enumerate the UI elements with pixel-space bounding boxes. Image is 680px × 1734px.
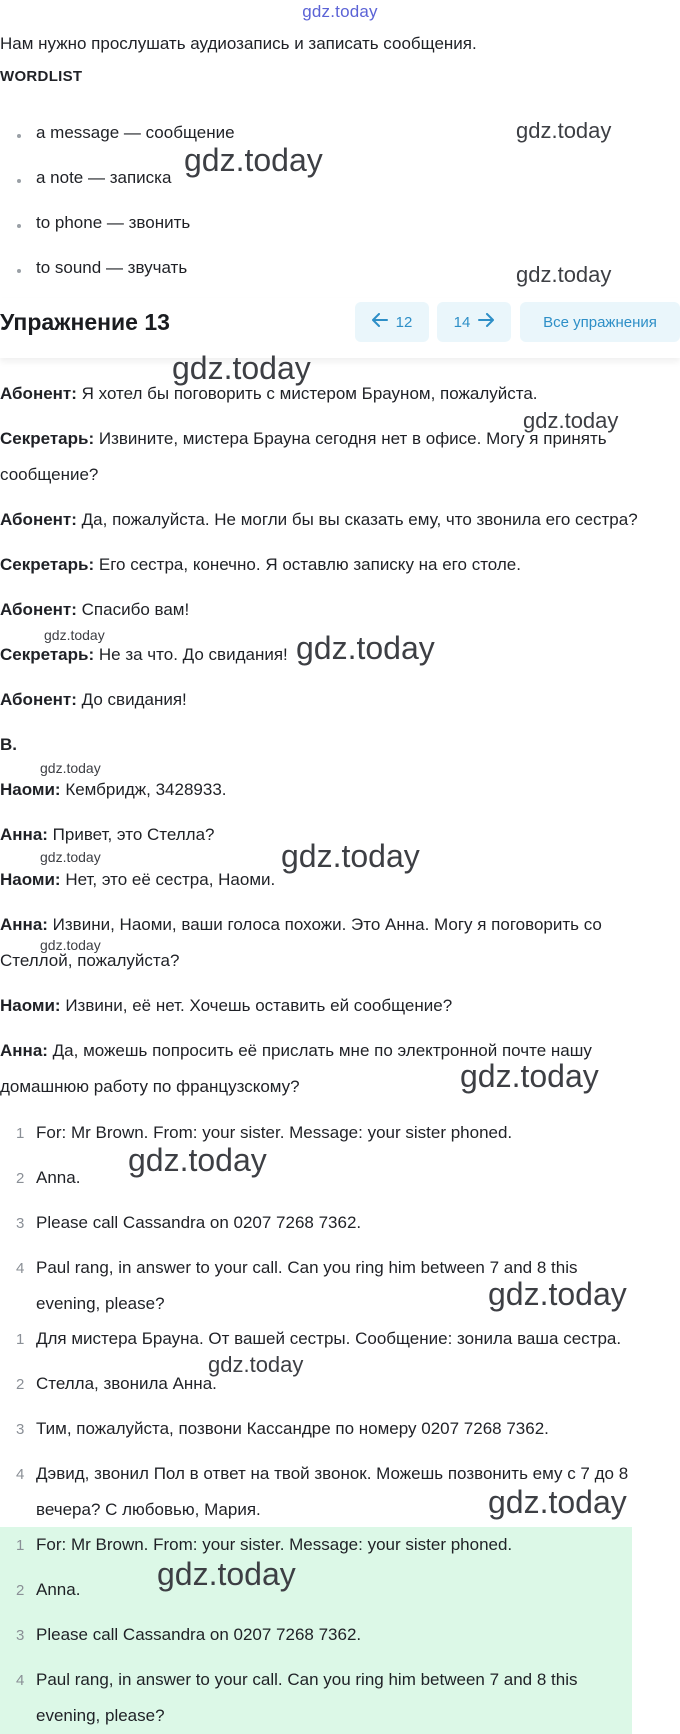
watermark: gdz.today bbox=[44, 627, 105, 643]
dialogue-line bbox=[0, 376, 672, 412]
speaker-name: Секретарь: bbox=[0, 645, 95, 664]
dialogue-line bbox=[0, 592, 672, 628]
dialogue-text: Я хотел бы поговорить с мистером Брауном, пожалуйста. bbox=[81, 384, 538, 403]
dialogue-text: Его сестра, конечно. Я оставлю записку на его столе. bbox=[98, 555, 521, 574]
bullet-dot bbox=[17, 224, 21, 228]
prev-exercise-label: 12 bbox=[395, 313, 413, 331]
dialogue-text: Извините, мистера Брауна сегодня нет в офисе. Могу я принять сообщение? bbox=[0, 429, 607, 484]
speaker-name: Абонент: bbox=[0, 600, 77, 619]
dialogue-text: Спасибо вам! bbox=[81, 600, 190, 619]
watermark: gdz.today bbox=[516, 118, 612, 143]
answer-number: 3 bbox=[16, 1215, 25, 1232]
answer-text: Дэвид, звонил Пол в ответ на твой звонок. Можешь позвонить ему с 7 до 8 bbox=[36, 1464, 629, 1483]
dialogue-line bbox=[0, 772, 672, 808]
exercise-title: Упражнение 13 bbox=[0, 309, 170, 335]
dialogue-text: До свидания! bbox=[81, 690, 187, 709]
answer-text: Anna. bbox=[36, 1580, 81, 1599]
prev-exercise-button[interactable] bbox=[355, 302, 429, 342]
watermark: gdz.today bbox=[296, 630, 435, 666]
answer-text: Anna. bbox=[36, 1168, 81, 1187]
speaker-name: Наоми: bbox=[0, 780, 61, 799]
watermark: gdz.today bbox=[460, 1058, 599, 1094]
watermark: gdz.today bbox=[516, 262, 612, 287]
bullet-dot bbox=[17, 269, 21, 273]
wordlist-item: a message — сообщение bbox=[36, 123, 235, 142]
answer-number: 2 bbox=[16, 1170, 25, 1187]
arrow-left-icon bbox=[372, 313, 388, 331]
dialogue-line bbox=[0, 682, 672, 718]
answer-text: For: Mr Brown. From: your sister. Message: your sister phoned. bbox=[36, 1535, 513, 1554]
watermark: gdz.today bbox=[40, 937, 101, 953]
dialogue-text: Да, можешь попросить её прислать мне по электронной почте нашу домашнюю работу по французскому? bbox=[0, 1041, 592, 1096]
wordlist-title: WORDLIST bbox=[0, 68, 83, 85]
dialogue-text: Да, пожалуйста. Не могли бы вы сказать ему, что звонила его сестра? bbox=[81, 510, 638, 529]
answer-text: evening, please? bbox=[36, 1706, 165, 1725]
dialogue-text: Извини, Наоми, ваши голоса похожи. Это Анна. Могу я поговорить со Стеллой, пожалуйста? bbox=[0, 915, 602, 970]
answer-number: 3 bbox=[16, 1421, 25, 1438]
watermark: gdz.today bbox=[184, 142, 323, 178]
answer-number: 4 bbox=[16, 1672, 25, 1689]
section-label: B. bbox=[0, 735, 17, 754]
answer-text: Тим, пожалуйста, позвони Кассандре по номеру 0207 7268 7362. bbox=[36, 1419, 549, 1438]
dialogue-line bbox=[0, 907, 672, 979]
wordlist-item: a note — записка bbox=[36, 168, 172, 187]
answer-number: 4 bbox=[16, 1466, 25, 1483]
answer-number: 2 bbox=[16, 1582, 25, 1599]
speaker-name: Абонент: bbox=[0, 384, 77, 403]
intro-text: Нам нужно прослушать аудиозапись и записать сообщения. bbox=[0, 34, 477, 53]
dialogue-line bbox=[0, 988, 672, 1024]
bullet-dot bbox=[17, 179, 21, 183]
watermark: gdz.today bbox=[281, 838, 420, 874]
next-exercise-button[interactable] bbox=[437, 302, 511, 342]
answer-text: Please call Cassandra on 0207 7268 7362. bbox=[36, 1625, 362, 1644]
speaker-name: Анна: bbox=[0, 915, 48, 934]
all-exercises-button[interactable]: Все упражнения bbox=[520, 302, 680, 342]
answer-number: 2 bbox=[16, 1376, 25, 1393]
watermark: gdz.today bbox=[523, 408, 619, 433]
answer-number: 1 bbox=[16, 1537, 25, 1554]
answer-text: For: Mr Brown. From: your sister. Message: your sister phoned. bbox=[36, 1123, 513, 1142]
watermark: gdz.today bbox=[40, 760, 101, 776]
watermark: gdz.today bbox=[128, 1142, 267, 1178]
dialogue-text: Не за что. До свидания! bbox=[98, 645, 288, 664]
site-logo[interactable]: gdz.today bbox=[302, 2, 378, 21]
answer-text: Для мистера Брауна. От вашей сестры. Сообщение: зонила ваша сестра. bbox=[36, 1329, 622, 1348]
next-exercise-label: 14 bbox=[453, 313, 471, 331]
speaker-name: Наоми: bbox=[0, 870, 61, 889]
answer-number: 1 bbox=[16, 1331, 25, 1348]
answer-number: 1 bbox=[16, 1125, 25, 1142]
speaker-name: Секретарь: bbox=[0, 429, 95, 448]
speaker-name: Анна: bbox=[0, 825, 48, 844]
watermark: gdz.today bbox=[40, 849, 101, 865]
answer-number: 4 bbox=[16, 1260, 25, 1277]
answer-text: Paul rang, in answer to your call. Can you ring him between 7 and 8 this bbox=[36, 1670, 578, 1689]
answer-text: Стелла, звонила Анна. bbox=[36, 1374, 217, 1393]
wordlist-item: to phone — звонить bbox=[36, 213, 191, 232]
speaker-name: Абонент: bbox=[0, 510, 77, 529]
dialogue-line bbox=[0, 502, 672, 538]
dialogue-text: Привет, это Стелла? bbox=[52, 825, 215, 844]
speaker-name: Абонент: bbox=[0, 690, 77, 709]
answer-text: вечера? С любовью, Мария. bbox=[36, 1500, 261, 1519]
watermark: gdz.today bbox=[157, 1556, 296, 1592]
answer-text: Paul rang, in answer to your call. Can you ring him between 7 and 8 this bbox=[36, 1258, 578, 1277]
bullet-dot bbox=[17, 134, 21, 138]
speaker-name: Анна: bbox=[0, 1041, 48, 1060]
speaker-name: Наоми: bbox=[0, 996, 61, 1015]
wordlist-item: to sound — звучать bbox=[36, 258, 188, 277]
arrow-right-icon bbox=[478, 313, 494, 331]
dialogue-line bbox=[0, 547, 672, 583]
answer-text: Please call Cassandra on 0207 7268 7362. bbox=[36, 1213, 362, 1232]
watermark: gdz.today bbox=[488, 1276, 627, 1312]
dialogue-text: Извини, её нет. Хочешь оставить ей сообщение? bbox=[65, 996, 453, 1015]
dialogue-text: Кембридж, 3428933. bbox=[65, 780, 227, 799]
answer-number: 3 bbox=[16, 1627, 25, 1644]
answer-text: evening, please? bbox=[36, 1294, 165, 1313]
watermark: gdz.today bbox=[208, 1352, 304, 1377]
speaker-name: Секретарь: bbox=[0, 555, 95, 574]
watermark: gdz.today bbox=[488, 1484, 627, 1520]
dialogue-text: Нет, это её сестра, Наоми. bbox=[65, 870, 276, 889]
watermark: gdz.today bbox=[172, 350, 311, 386]
